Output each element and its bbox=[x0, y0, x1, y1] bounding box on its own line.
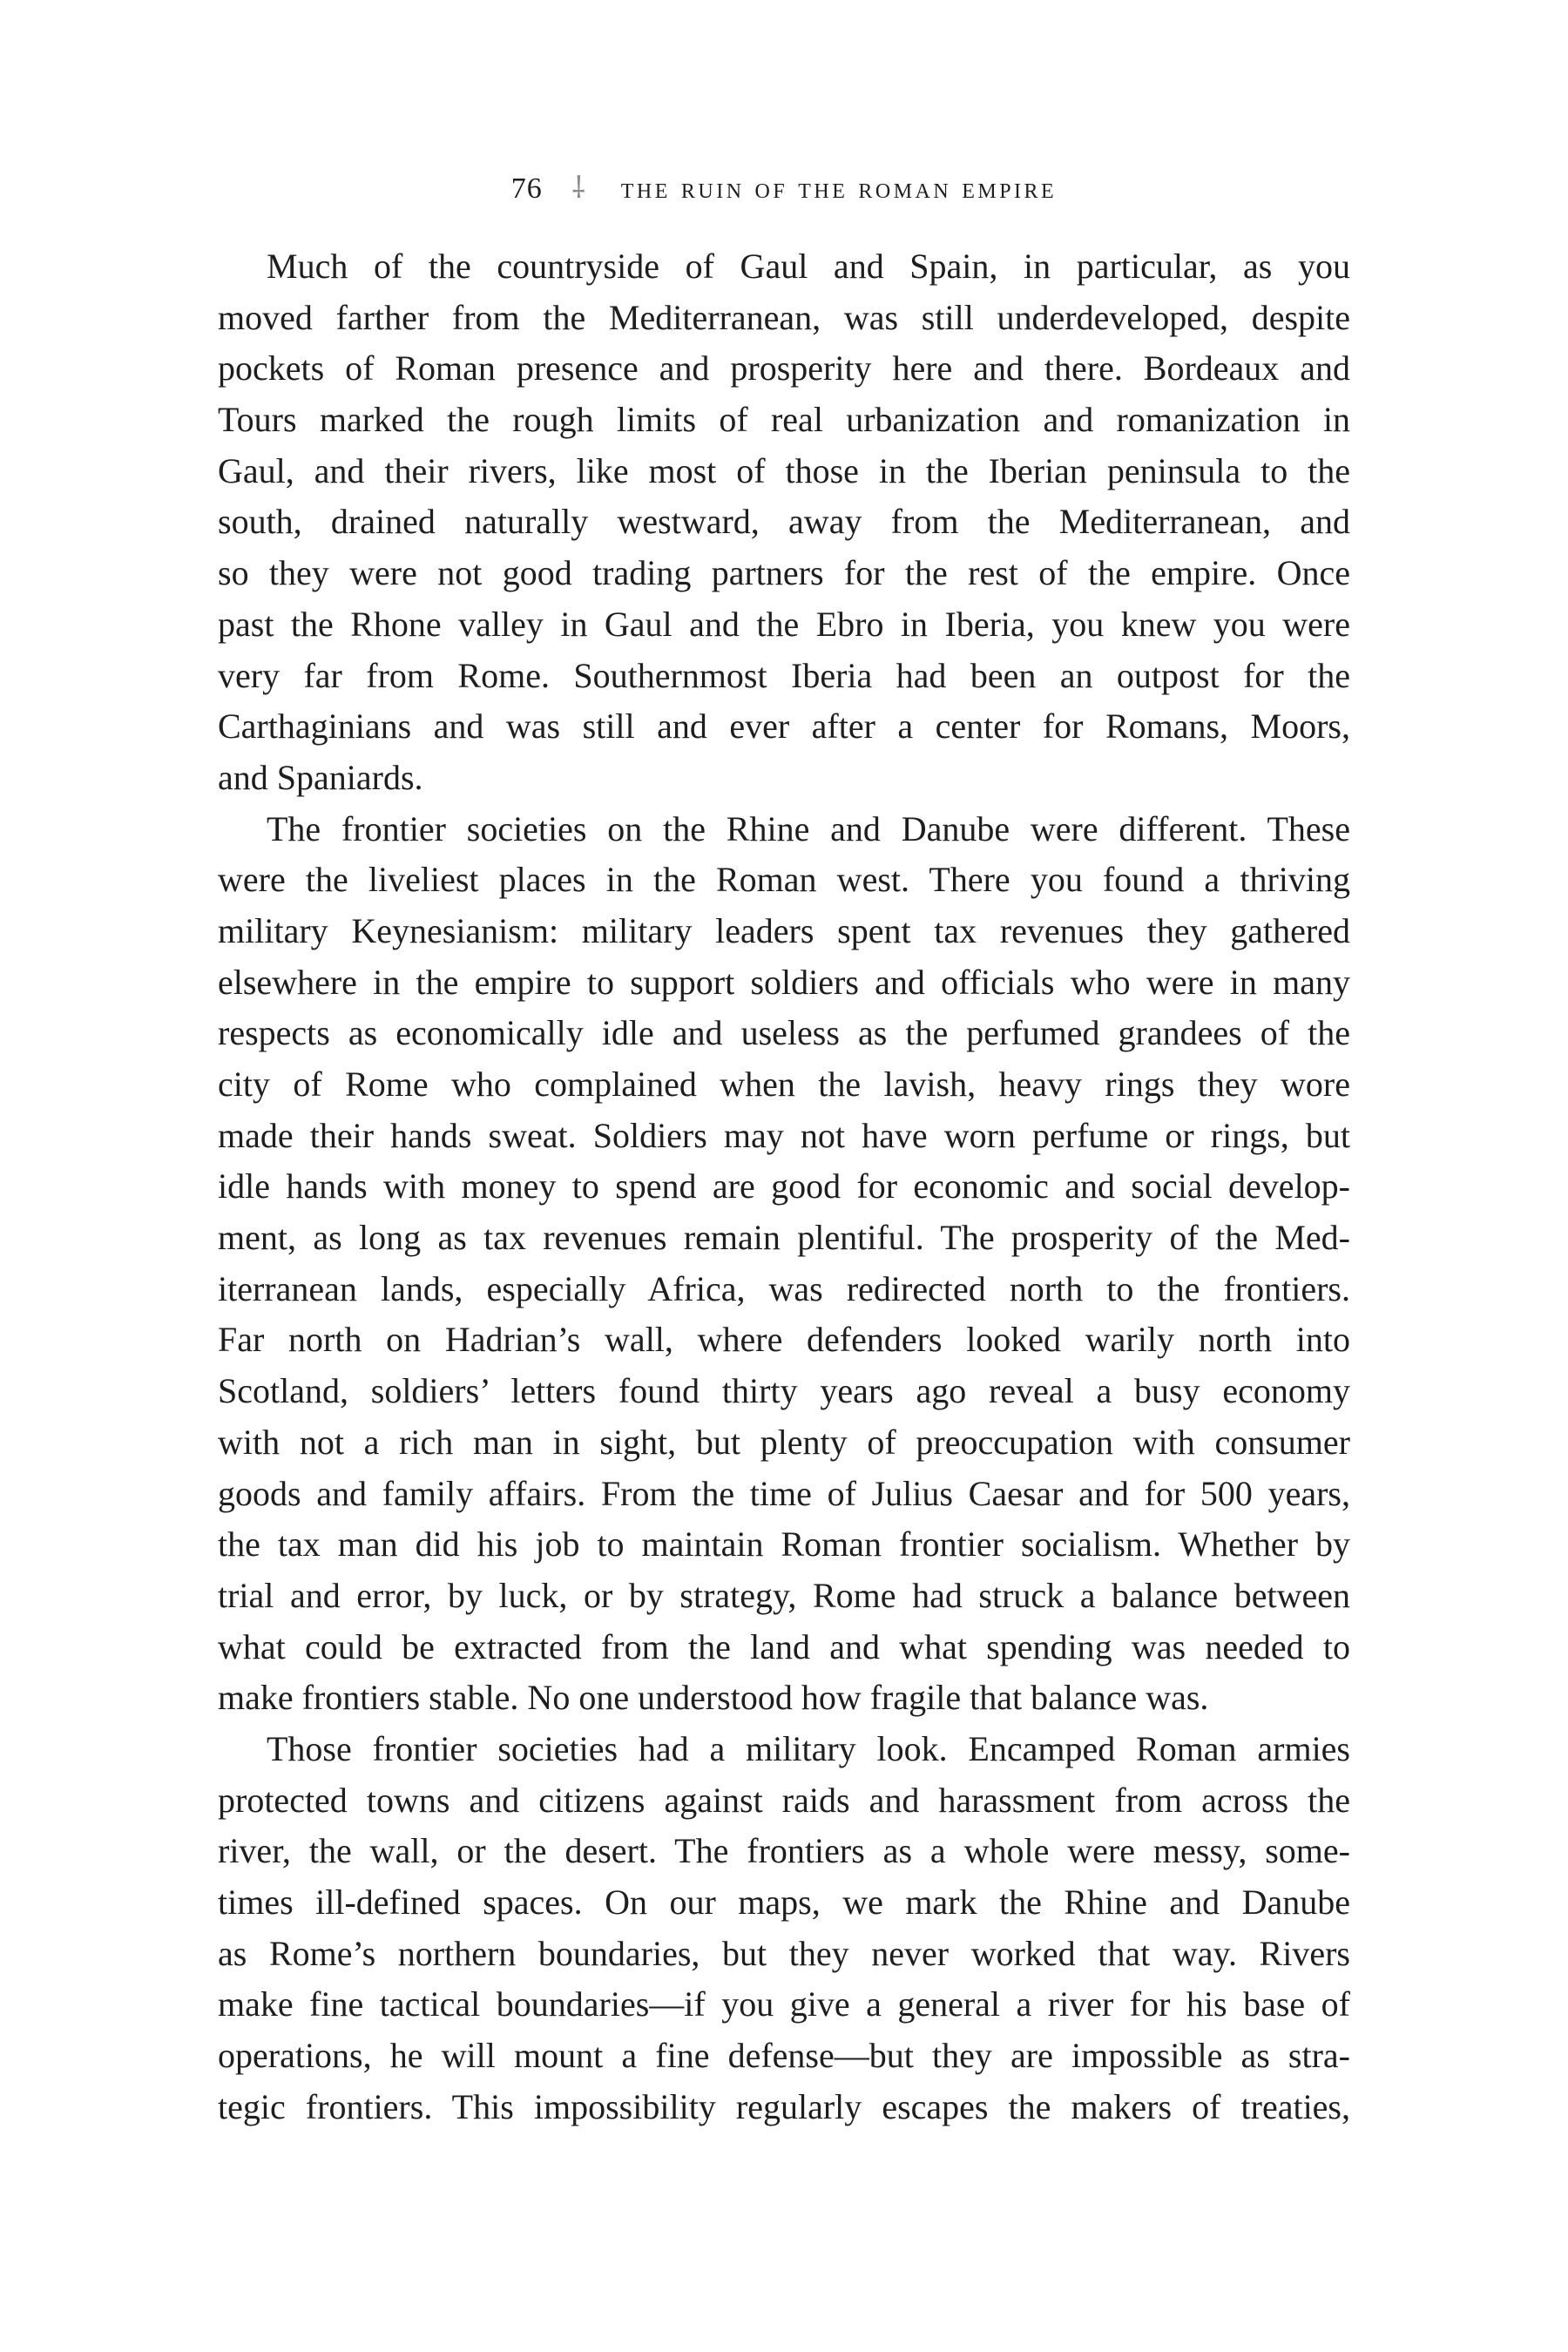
text-line: what could be extracted from the land and what spending was needed to bbox=[218, 1626, 1350, 1666]
paragraph bbox=[218, 1724, 1350, 2133]
text-line: operations, he will mount a fine defense—but they are impossible as stra- bbox=[218, 2036, 1350, 2076]
text-line: Those frontier societies had a military look. Encamped Roman armies bbox=[267, 1728, 1350, 1768]
paragraph bbox=[218, 241, 1350, 804]
text-line: made their hands sweat. Soldiers may not have worn perfume or rings, but bbox=[218, 1115, 1350, 1155]
text-line: Much of the countryside of Gaul and Spain, in particular, as you bbox=[267, 247, 1350, 286]
text-line: respects as economically idle and useless as the perfumed grandees of the bbox=[218, 1013, 1350, 1053]
text-line: and Spaniards. bbox=[218, 757, 423, 797]
paragraph bbox=[218, 804, 1350, 1724]
text-line: the tax man did his job to maintain Roman frontier socialism. Whether by bbox=[218, 1524, 1350, 1565]
text-line: so they were not good trading partners for the rest of the empire. Once bbox=[218, 553, 1350, 593]
text-line: make frontiers stable. No one understood how fragile that balance was. bbox=[218, 1678, 1209, 1718]
text-line: as Rome’s northern boundaries, but they never worked that way. Rivers bbox=[218, 1933, 1350, 1973]
text-line: elsewhere in the empire to support soldiers and officials who were in many bbox=[218, 962, 1350, 1002]
text-line: idle hands with money to spend are good for economic and social develop- bbox=[218, 1166, 1350, 1206]
text-line: ment, as long as tax revenues remain plentiful. The prosperity of the Med- bbox=[218, 1218, 1350, 1258]
running-title: the ruin of the roman empire bbox=[620, 172, 1058, 205]
text-line: military Keynesianism: military leaders spent tax revenues they gathered bbox=[218, 910, 1350, 950]
text-line: moved farther from the Mediterranean, was still underdeveloped, despite bbox=[218, 297, 1350, 337]
body-text bbox=[218, 241, 1350, 2132]
text-line: with not a rich man in sight, but plenty of preoccupation with consumer bbox=[218, 1422, 1350, 1462]
text-line: Carthaginians and was still and ever after a center for Romans, Moors, bbox=[218, 706, 1350, 747]
text-line: very far from Rome. Southernmost Iberia had been an outpost for the bbox=[218, 655, 1350, 695]
text-line: south, drained naturally westward, away from the Mediterranean, and bbox=[218, 502, 1350, 542]
text-line: The frontier societies on the Rhine and Danube were different. These bbox=[267, 808, 1350, 848]
text-line: Far north on Hadrian’s wall, where defenders looked warily north into bbox=[218, 1320, 1350, 1360]
text-line: iterranean lands, especially Africa, was redirected north to the frontiers. bbox=[218, 1268, 1350, 1308]
text-line: were the liveliest places in the Roman west. There you found a thriving bbox=[218, 860, 1350, 900]
ornament-icon: ⸸ bbox=[571, 172, 589, 205]
text-line: Tours marked the rough limits of real urbanization and romanization in bbox=[218, 400, 1350, 440]
text-line: times ill-defined spaces. On our maps, we mark the Rhine and Danube bbox=[218, 1882, 1350, 1922]
running-head bbox=[0, 169, 1568, 209]
text-line: Scotland, soldiers’ letters found thirty years ago reveal a busy economy bbox=[218, 1371, 1350, 1411]
text-line: pockets of Roman presence and prosperity here and there. Bordeaux and bbox=[218, 348, 1350, 389]
text-line: tegic frontiers. This impossibility regularly escapes the makers of treaties, bbox=[218, 2086, 1350, 2126]
text-line: protected towns and citizens against raids and harassment from across the bbox=[218, 1780, 1350, 1820]
text-line: Gaul, and their rivers, like most of those in the Iberian peninsula to the bbox=[218, 450, 1350, 490]
text-line: trial and error, by luck, or by strategy, Rome had struck a balance between bbox=[218, 1575, 1350, 1615]
text-line: make fine tactical boundaries—if you give a general a river for his base of bbox=[218, 1984, 1350, 2024]
text-line: city of Rome who complained when the lavish, heavy rings they wore bbox=[218, 1064, 1350, 1104]
text-line: river, the wall, or the desert. The frontiers as a whole were messy, some- bbox=[218, 1831, 1350, 1871]
text-line: past the Rhone valley in Gaul and the Ebro in Iberia, you knew you were bbox=[218, 604, 1350, 644]
text-line: goods and family affairs. From the time of Julius Caesar and for 500 years, bbox=[218, 1473, 1350, 1513]
page-number: 76 bbox=[510, 172, 543, 205]
